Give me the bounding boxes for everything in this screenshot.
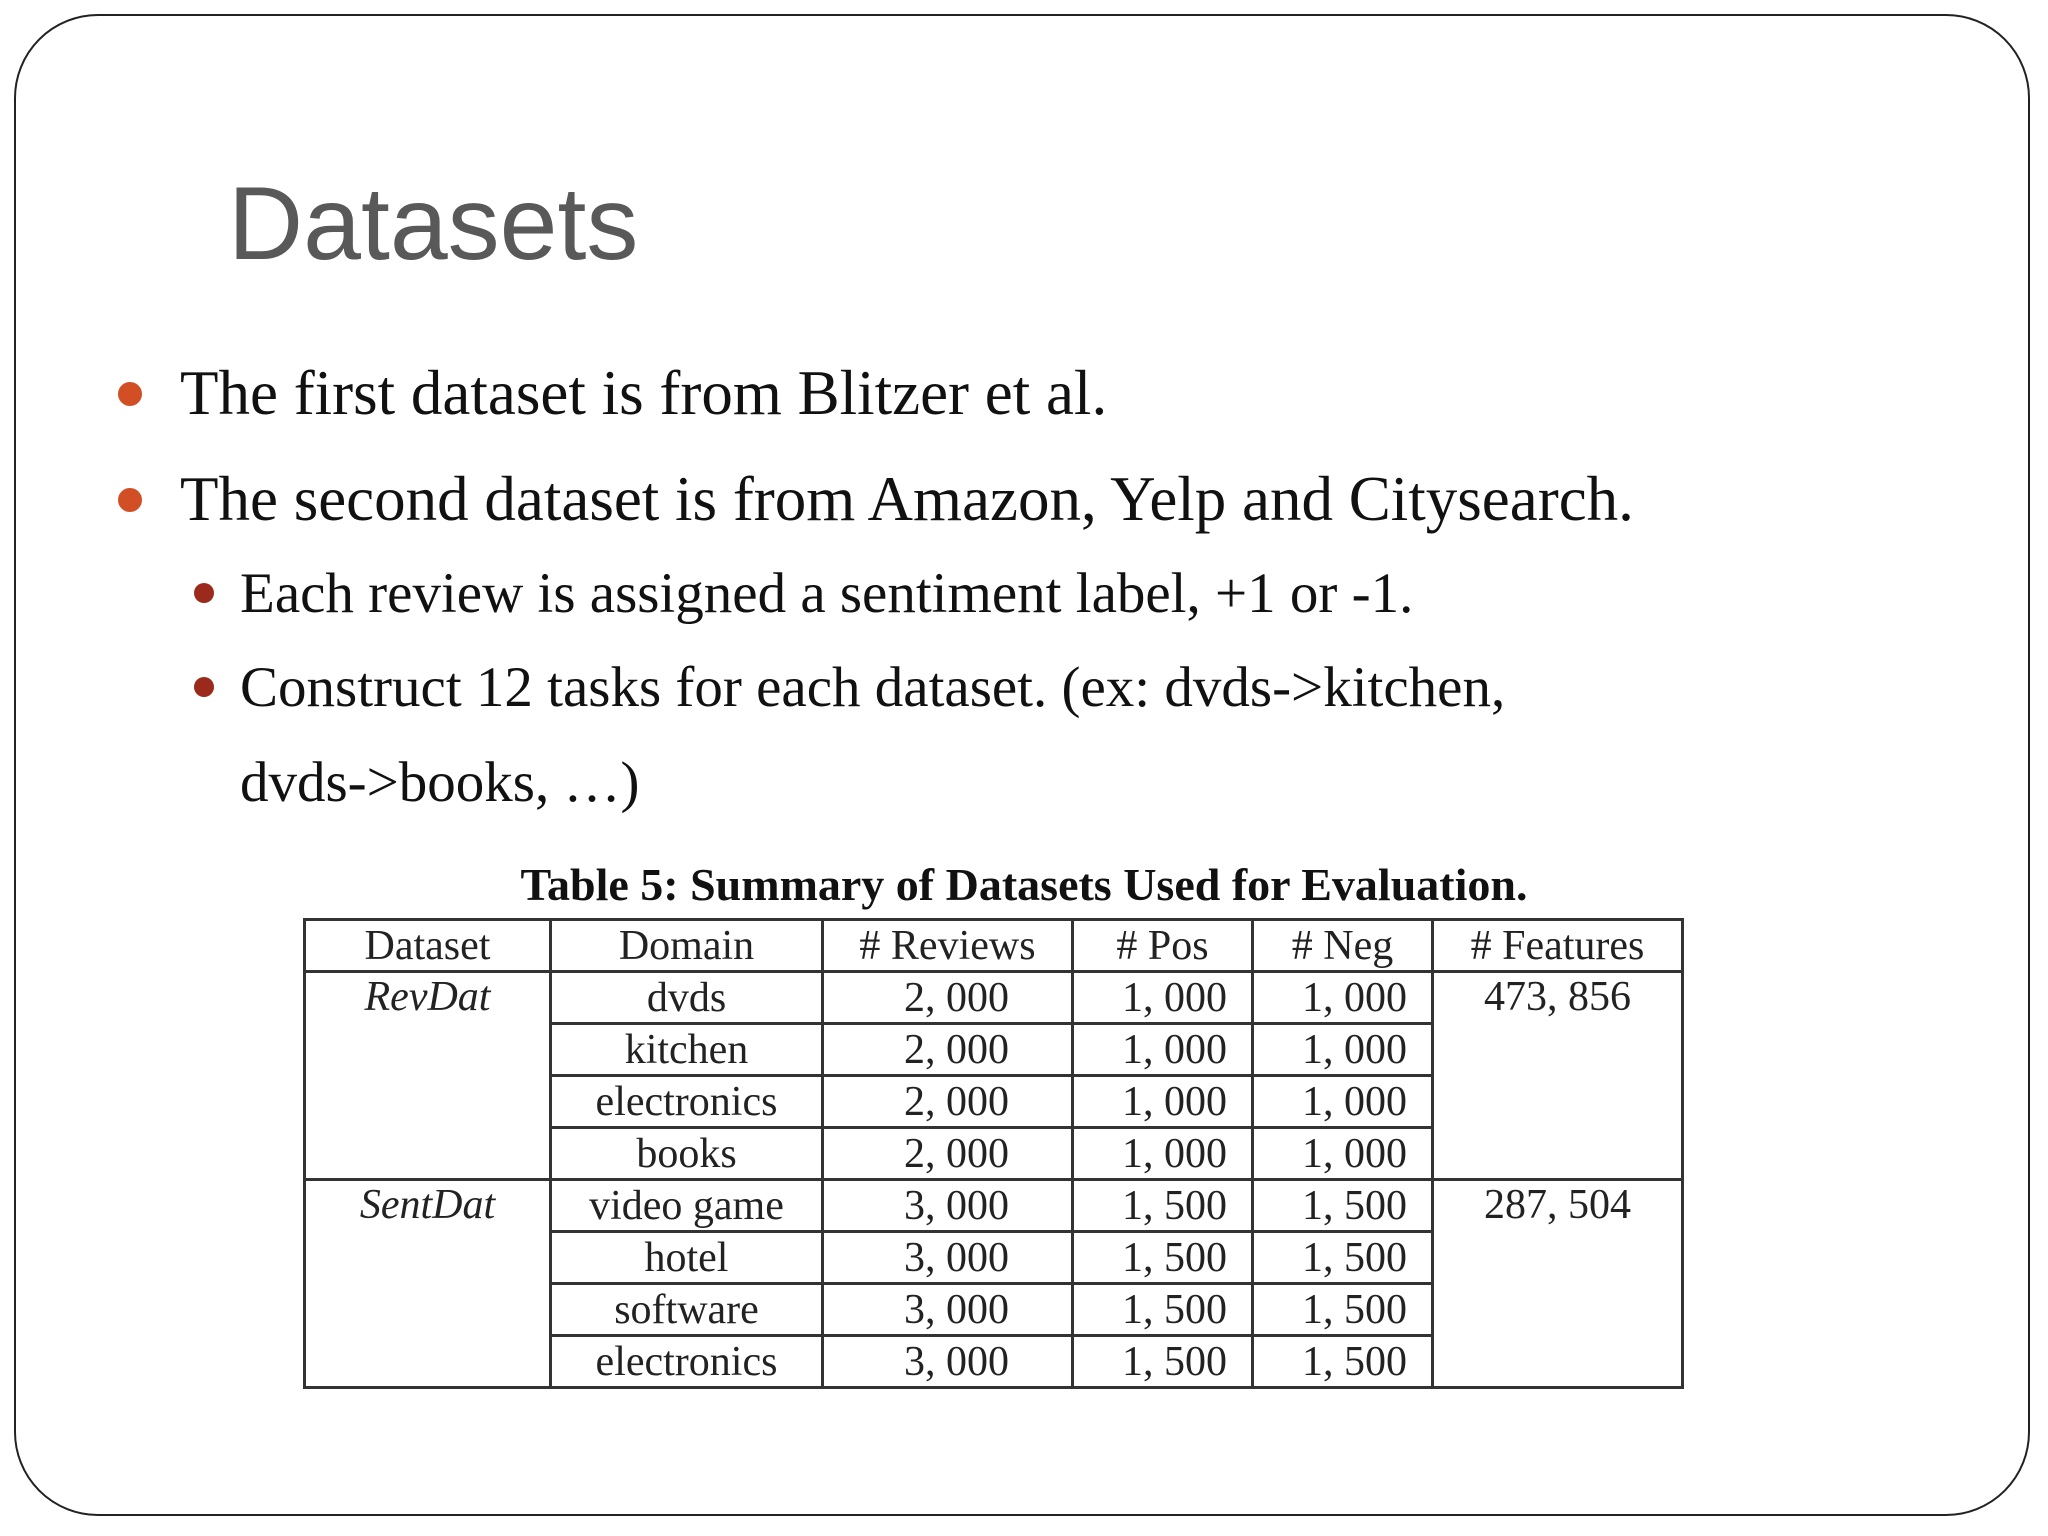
- table-caption: Table 5: Summary of Datasets Used for Evaluation.: [520, 859, 1528, 910]
- pos-cell: 1, 500: [1073, 1180, 1253, 1232]
- sub-bullet-text: Each review is assigned a sentiment label, +1 or -1.: [240, 562, 1414, 625]
- header-neg: # Neg: [1253, 920, 1433, 972]
- header-dataset: Dataset: [305, 920, 551, 972]
- bullet-text: The second dataset is from Amazon, Yelp and Citysearch.: [180, 464, 1634, 534]
- neg-cell: 1, 500: [1253, 1284, 1433, 1336]
- neg-cell: 1, 000: [1253, 972, 1433, 1024]
- reviews-cell: 3, 000: [823, 1180, 1073, 1232]
- pos-cell: 1, 000: [1073, 1024, 1253, 1076]
- domain-cell: software: [551, 1284, 823, 1336]
- neg-cell: 1, 500: [1253, 1232, 1433, 1284]
- reviews-cell: 3, 000: [823, 1336, 1073, 1388]
- pos-cell: 1, 000: [1073, 972, 1253, 1024]
- sub-bullet-dot-icon: [194, 583, 214, 603]
- neg-cell: 1, 000: [1253, 1128, 1433, 1180]
- reviews-cell: 2, 000: [823, 1076, 1073, 1128]
- pos-cell: 1, 000: [1073, 1076, 1253, 1128]
- domain-cell: hotel: [551, 1232, 823, 1284]
- table-header-row: [305, 920, 1683, 972]
- domain-cell: electronics: [551, 1336, 823, 1388]
- sub-bullet-dot-icon: [194, 677, 214, 697]
- sub-bullet-item: [240, 640, 1505, 830]
- bullet-dot-icon: [118, 488, 142, 512]
- pos-cell: 1, 500: [1073, 1232, 1253, 1284]
- table-row: [305, 1180, 1683, 1232]
- bullet-text: The first dataset is from Blitzer et al.: [180, 358, 1108, 428]
- domain-cell: video game: [551, 1180, 823, 1232]
- bullet-dot-icon: [118, 382, 142, 406]
- reviews-cell: 2, 000: [823, 1128, 1073, 1180]
- sub-bullet-text: Construct 12 tasks for each dataset. (ex: dvds->kitchen,: [240, 656, 1506, 719]
- neg-cell: 1, 000: [1253, 1076, 1433, 1128]
- neg-cell: 1, 500: [1253, 1336, 1433, 1388]
- pos-cell: 1, 500: [1073, 1336, 1253, 1388]
- pos-cell: 1, 000: [1073, 1128, 1253, 1180]
- features-cell: 473, 856: [1433, 972, 1683, 1180]
- bullet-item: [180, 358, 1108, 428]
- dataset-name: SentDat: [305, 1180, 551, 1388]
- pos-cell: 1, 500: [1073, 1284, 1253, 1336]
- domain-cell: electronics: [551, 1076, 823, 1128]
- reviews-cell: 3, 000: [823, 1232, 1073, 1284]
- reviews-cell: 2, 000: [823, 1024, 1073, 1076]
- header-reviews: # Reviews: [823, 920, 1073, 972]
- header-pos: # Pos: [1073, 920, 1253, 972]
- slide-title: Datasets: [228, 166, 639, 282]
- domain-cell: kitchen: [551, 1024, 823, 1076]
- features-cell: 287, 504: [1433, 1180, 1683, 1388]
- header-features: # Features: [1433, 920, 1683, 972]
- reviews-cell: 3, 000: [823, 1284, 1073, 1336]
- domain-cell: dvds: [551, 972, 823, 1024]
- reviews-cell: 2, 000: [823, 972, 1073, 1024]
- header-domain: Domain: [551, 920, 823, 972]
- sub-bullet-text-continued: dvds->books, …): [240, 751, 640, 814]
- neg-cell: 1, 500: [1253, 1180, 1433, 1232]
- table-row: [305, 972, 1683, 1024]
- dataset-name: RevDat: [305, 972, 551, 1180]
- bullet-item: [180, 464, 1634, 534]
- datasets-table: [303, 918, 1684, 1389]
- neg-cell: 1, 000: [1253, 1024, 1433, 1076]
- sub-bullet-item: [240, 546, 1413, 641]
- domain-cell: books: [551, 1128, 823, 1180]
